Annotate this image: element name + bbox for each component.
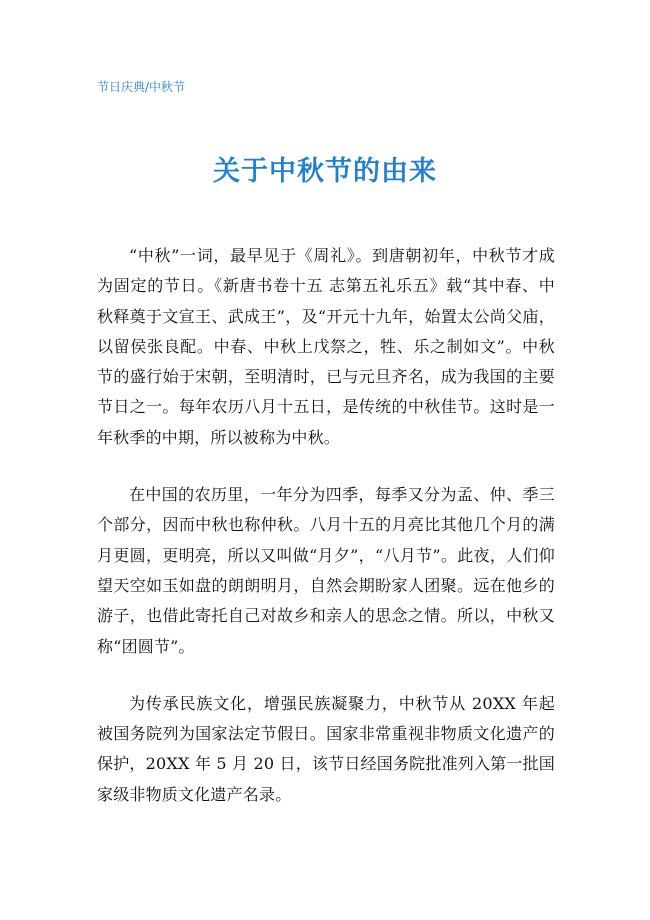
paragraph-heritage: 为传承民族文化，增强民族凝聚力，中秋节从 20XX 年起被国务院列为国家法定节假日。国家非常重视非物质文化遗产的保护，20XX 年 5 月 20 日，该节日经国务院批准列入第一批国家级非物质文化遗产名录。: [97, 693, 555, 804]
article-body: [97, 241, 555, 837]
page-title: 关于中秋节的由来: [213, 156, 437, 187]
breadcrumb[interactable]: 节日庆典/中秋节: [97, 80, 186, 94]
paragraph-origin: “中秋”一词，最早见于《周礼》。到唐朝初年，中秋节才成为固定的节日。《新唐书卷十五 志第五礼乐五》载“其中春、中秋释奠于文宣王、武成王”，及“开元十九年，始置太公尚父庙，以留侯张良配。中春、中秋上戊祭之，牲、乐之制如文”。中秋节的盛行始于宋朝，至明清时，已与元旦齐名，成为我国的主要节日之一。每年农历八月十五日，是传统的中秋佳节。这时是一年秋季的中期，所以被称为中秋。: [97, 246, 555, 447]
paragraph-calendar: 在中国的农历里，一年分为四季，每季又分为孟、仲、季三个部分，因而中秋也称仲秋。八月十五的月亮比其他几个月的满月更圆，更明亮，所以又叫做“月夕”，“八月节”。此夜，人们仰望天空如玉如盘的朗朗明月，自然会期盼家人团聚。远在他乡的游子，也借此寄托自己对故乡和亲人的思念之情。所以，中秋又称“团圆节”。: [97, 485, 555, 656]
